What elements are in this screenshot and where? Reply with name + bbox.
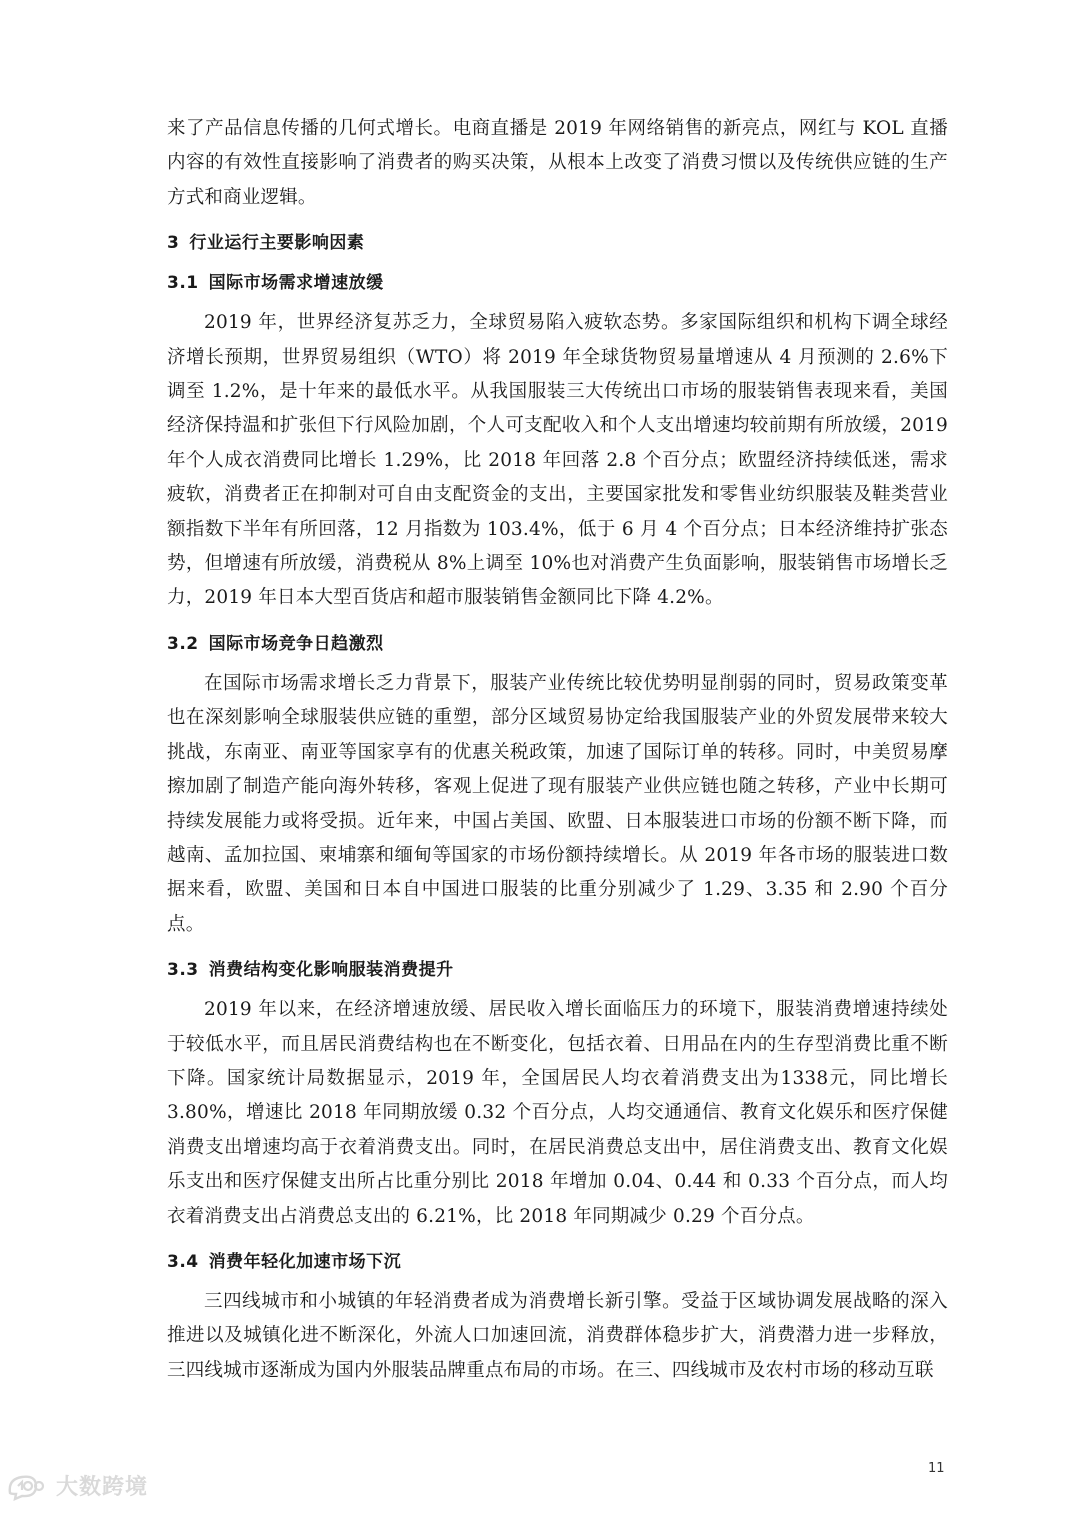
section-title: 国际市场竞争日趋激烈 bbox=[208, 633, 384, 654]
spacer bbox=[167, 215, 948, 226]
section-number: 3.3 bbox=[167, 960, 199, 981]
section-number: 3.1 bbox=[167, 273, 199, 294]
section-3-1-heading bbox=[167, 266, 948, 300]
watermark-logo-icon bbox=[6, 1471, 52, 1501]
page-content bbox=[167, 112, 948, 1388]
section-3-4-heading bbox=[167, 1245, 948, 1279]
section-3-1-body: 2019 年，世界经济复苏乏力，全球贸易陷入疲软态势。多家国际组织和机构下调全球经济增长预期，世界贸易组织（WTO）将 2019 年全球货物贸易量增速从 4 月预测的 2.6%下调至 1.2%，是十年来的最低水平。从我国服装三大传统出口市场的服装销售表现来看，美国经济保持温和扩张但下行风险加剧，个人可支配收入和个人支出增速均较前期有所放缓，2019 年个人成衣消费同比增长 1.29%，比 2018 年回落 2.8 个百分点；欧盟经济持续低迷，需求疲软，消费者正在抑制对可自由支配资金的支出，主要国家批发和零售业纺织服装及鞋类营业额指数下半年有所回落，12 月指数为 103.4%，低于 6 月 4 个百分点；日本经济维持扩张态势，但增速有所放缓，消费税从 8%上调至 10%也对消费产生负面影响，服装销售市场增长乏力，2019 年日本大型百货店和超市服装销售金额同比下降 4.2%。 bbox=[167, 312, 948, 609]
section-title: 消费结构变化影响服装消费提升 bbox=[208, 960, 454, 981]
intro-paragraph: 来了产品信息传播的几何式增长。电商直播是 2019 年网络销售的新亮点，网红与 KOL 直播内容的有效性直接影响了消费者的购买决策，从根本上改变了消费习惯以及传统供应链的生产方式和商业逻辑。 bbox=[167, 118, 948, 208]
spacer bbox=[167, 616, 948, 627]
spacer bbox=[167, 942, 948, 953]
spacer bbox=[167, 1234, 948, 1245]
section-3-4-body: 三四线城市和小城镇的年轻消费者成为消费增长新引擎。受益于区域协调发展战略的深入推进以及城镇化进不断深化，外流人口加速回流，消费群体稳步扩大，消费潜力进一步释放，三四线城市逐渐成为国内外服装品牌重点布局的市场。在三、四线城市及农村市场的移动互联 bbox=[167, 1290, 948, 1381]
section-title: 国际市场需求增速放缓 bbox=[208, 273, 384, 294]
section-number: 3.4 bbox=[167, 1251, 199, 1272]
watermark bbox=[6, 1470, 148, 1501]
section-3-3-body: 2019 年以来，在经济增速放缓、居民收入增长面临压力的环境下，服装消费增速持续处于较低水平，而且居民消费结构也在不断变化，包括衣着、日用品在内的生存型消费比重不断下降。国家统计局数据显示，2019 年，全国居民人均衣着消费支出为1338元，同比增长 3.80%，增速比 2018 年同期放缓 0.32 个百分点，人均交通通信、教育文化娱乐和医疗保健消费支出增速均高于衣着消费支出。同时，在居民消费总支出中，居住消费支出、教育文化娱乐支出和医疗保健支出所占比重分别比 2018 年增加 0.04、0.44 和 0.33 个百分点，而人均衣着消费支出占消费总支出的 6.21%，比 2018 年同期减少 0.29 个百分点。 bbox=[167, 999, 948, 1227]
section-title: 行业运行主要影响因素 bbox=[189, 233, 365, 254]
section-3-3-heading bbox=[167, 953, 948, 987]
watermark-text: 大数跨境 bbox=[56, 1475, 149, 1500]
page-number: 11 bbox=[928, 1461, 945, 1476]
section-number: 3 bbox=[167, 233, 180, 254]
section-number: 3.2 bbox=[167, 633, 199, 654]
section-3-2-body: 在国际市场需求增长乏力背景下，服装产业传统比较优势明显削弱的同时，贸易政策变革也在深刻影响全球服装供应链的重塑，部分区域贸易协定给我国服装产业的外贸发展带来较大挑战，东南亚、南亚等国家享有的优惠关税政策，加速了国际订单的转移。同时，中美贸易摩擦加剧了制造产能向海外转移，客观上促进了现有服装产业供应链也随之转移，产业中长期可持续发展能力或将受损。近年来，中国占美国、欧盟、日本服装进口市场的份额不断下降，而越南、孟加拉国、柬埔寨和缅甸等国家的市场份额持续增长。从 2019 年各市场的服装进口数据来看，欧盟、美国和日本自中国进口服装的比重分别减少了 1.29、3.35 和 2.90 个百分点。 bbox=[167, 672, 948, 935]
section-title: 消费年轻化加速市场下沉 bbox=[208, 1251, 402, 1272]
section-3-heading bbox=[167, 226, 948, 260]
section-3-2-heading bbox=[167, 627, 948, 661]
